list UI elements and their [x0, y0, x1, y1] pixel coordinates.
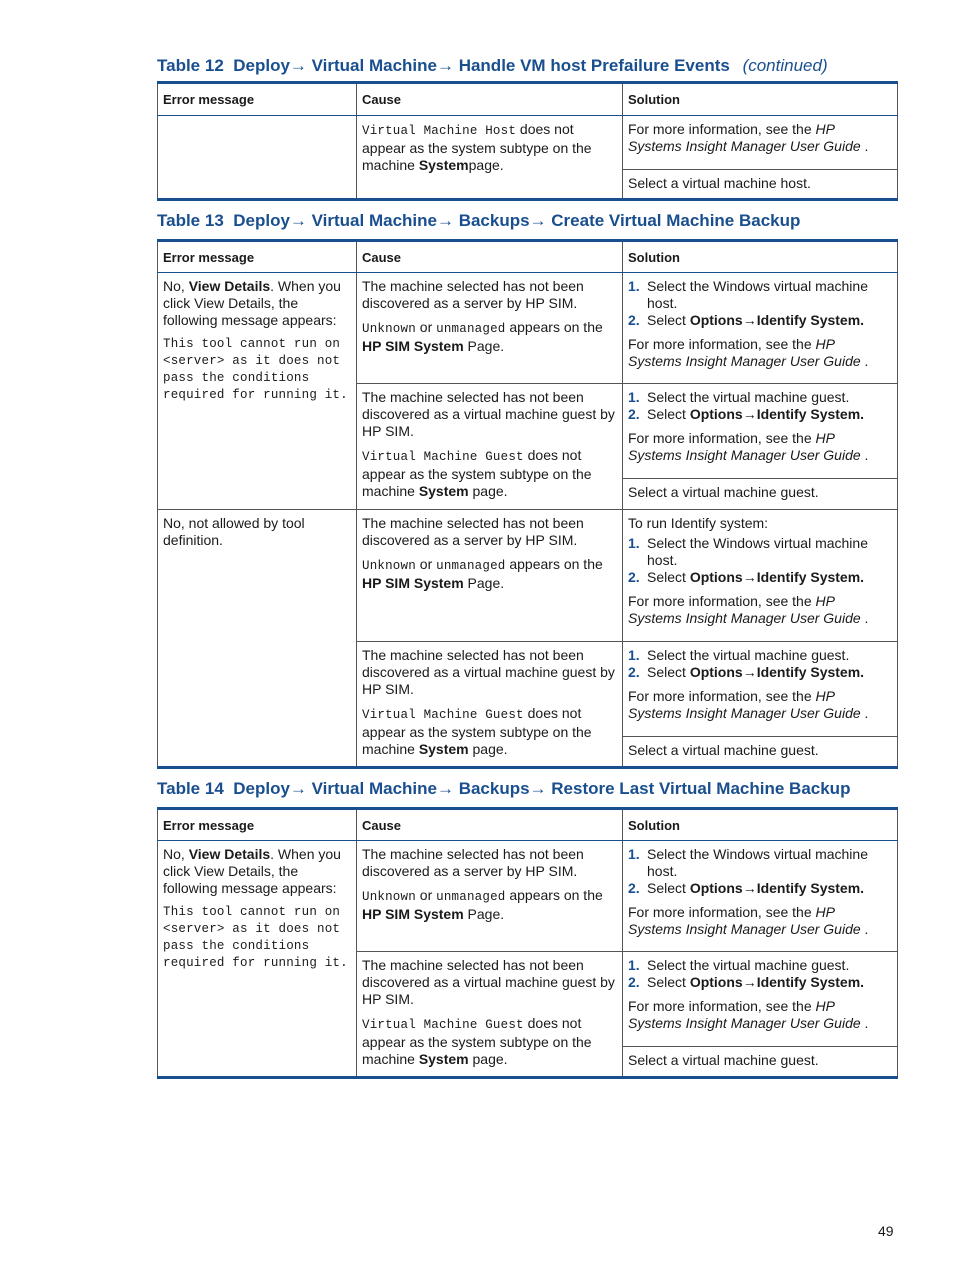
header-cause: Cause — [357, 241, 623, 273]
t13-solution-select-guest: Select a virtual machine guest. — [623, 479, 898, 510]
t13-cause-server-b: The machine selected has not been discovered as a server by HP SIM. Unknown or unmanaged appears on the HP SIM System Page. — [357, 510, 623, 642]
t13-cause-guest: The machine selected has not been discovered as a virtual machine guest by HP SIM. Virtual Machine Guest does not appear as the system subtype on the machine System page. — [357, 384, 623, 510]
t13-error-view-details: No, View Details. When you click View Details, the following message appears: This tool cannot run on <server> as it does not pass the conditions required for running it. — [158, 273, 357, 510]
t13-solution-guest: 1. Select the virtual machine guest. 2. Select Options→Identify System. For more information, see the HP Systems Insight Manager User Guide . — [623, 384, 898, 479]
error-code-text: This tool cannot run on <server> as it does not pass the conditions required for running it. — [163, 905, 348, 970]
table-14-title: Deploy→ Virtual Machine→ Backups→ Restore Last Virtual Machine Backup — [233, 779, 851, 798]
t14-cause-server: The machine selected has not been discovered as a server by HP SIM. Unknown or unmanaged appears on the HP SIM System Page. — [357, 841, 623, 952]
table-13-label: Table 13 — [157, 211, 224, 230]
t12-error-cell — [158, 116, 357, 200]
table-13-title: Deploy→ Virtual Machine→ Backups→ Create Virtual Machine Backup — [233, 211, 801, 230]
header-cause: Cause — [357, 83, 623, 116]
error-code-text: This tool cannot run on <server> as it does not pass the conditions required for running it. — [163, 337, 348, 402]
table-14-caption — [157, 778, 897, 800]
t14-solution-windows: 1. Select the Windows virtual machine host. 2. Select Options→Identify System. For more information, see the HP Systems Insight Manager User Guide . — [623, 841, 898, 952]
table-12-caption — [157, 55, 897, 77]
t13-error-not-allowed: No, not allowed by tool definition. — [158, 510, 357, 768]
t13-solution-identify: To run Identify system: 1. Select the Windows virtual machine host. 2. Select Options→Identify System. For more information, see the HP Systems Insight Manager User Guide . — [623, 510, 898, 642]
table-12-title: Deploy→ Virtual Machine→ Handle VM host Prefailure Events — [233, 56, 730, 75]
t14-cause-guest: The machine selected has not been discovered as a virtual machine guest by HP SIM. Virtual Machine Guest does not appear as the system subtype on the machine System page. — [357, 952, 623, 1078]
t14-error-view-details: No, View Details. When you click View Details, the following message appears: This tool cannot run on <server> as it does not pass the conditions required for running it. — [158, 841, 357, 1078]
header-solution: Solution — [623, 241, 898, 273]
t13-solution-guest-b: 1. Select the virtual machine guest. 2. Select Options→Identify System. For more information, see the HP Systems Insight Manager User Guide . — [623, 642, 898, 737]
table-14-label: Table 14 — [157, 779, 224, 798]
header-error-message: Error message — [158, 809, 357, 841]
t12-cause-cell: Virtual Machine Host does not appear as the system subtype on the machine Systempage. — [357, 116, 623, 200]
t12-solution-info: For more information, see the HP Systems Insight Manager User Guide . — [623, 116, 898, 170]
header-error-message: Error message — [158, 241, 357, 273]
t13-solution-select-guest-b: Select a virtual machine guest. — [623, 737, 898, 768]
page-number: 49 — [878, 1223, 894, 1239]
header-solution: Solution — [623, 83, 898, 116]
table-13-caption — [157, 210, 897, 232]
t14-solution-guest: 1. Select the virtual machine guest. 2. Select Options→Identify System. For more information, see the HP Systems Insight Manager User Guide . — [623, 952, 898, 1047]
t13-cause-guest-b: The machine selected has not been discovered as a virtual machine guest by HP SIM. Virtual Machine Guest does not appear as the system subtype on the machine System page. — [357, 642, 623, 768]
header-cause: Cause — [357, 809, 623, 841]
table-12-continued: (continued) — [742, 56, 828, 75]
t13-cause-server: The machine selected has not been discovered as a server by HP SIM. Unknown or unmanaged appears on the HP SIM System Page. — [357, 273, 623, 384]
t12-solution-select: Select a virtual machine host. — [623, 170, 898, 200]
table-13 — [157, 239, 898, 769]
table-14 — [157, 807, 898, 1079]
t13-solution-windows: 1. Select the Windows virtual machine host. 2. Select Options→Identify System. For more information, see the HP Systems Insight Manager User Guide . — [623, 273, 898, 384]
table-12 — [157, 81, 898, 201]
table-12-label: Table 12 — [157, 56, 224, 75]
header-solution: Solution — [623, 809, 898, 841]
header-error-message: Error message — [158, 83, 357, 116]
t14-solution-select-guest: Select a virtual machine guest. — [623, 1047, 898, 1078]
